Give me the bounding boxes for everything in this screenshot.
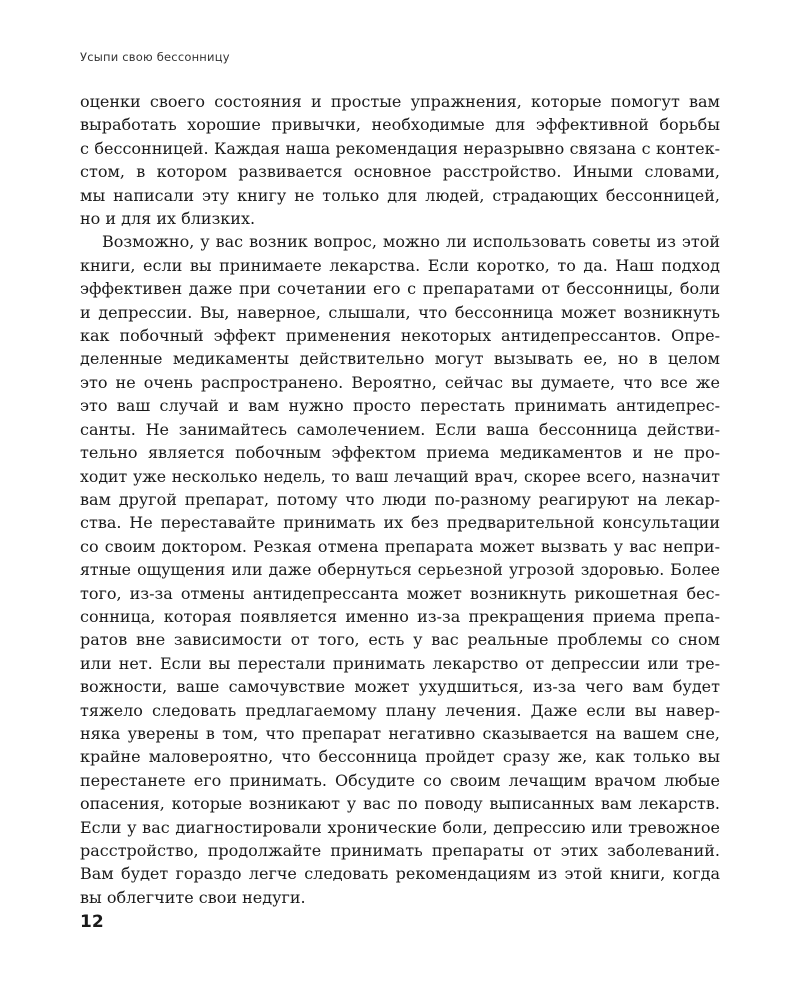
text-line: санты. Не занимайтесь самолечением. Если ваша бессонница действи- (80, 419, 720, 439)
text-line: вы облегчите свои недуги. (80, 887, 306, 907)
text-line: или нет. Если вы перестали принимать лекарство от депрессии или тре- (80, 653, 720, 673)
text-line: тяжело следовать предлагаемому плану лечения. Даже если вы навер- (80, 700, 720, 720)
running-head: Усыпи свою бессонницу (80, 50, 230, 64)
text-line: оценки своего состояния и простые упражнения, которые помогут вам (80, 92, 720, 111)
text-line: того, из-за отмены антидепрессанта может возникнуть рикошетная бес- (80, 583, 720, 603)
body-text (80, 90, 720, 909)
text-line: перестанете его принимать. Обсудите со своим лечащим врачом любые (80, 770, 720, 790)
page-number: 12 (80, 912, 104, 932)
text-line: Вам будет гораздо легче следовать рекомендациям из этой книги, когда (80, 864, 720, 884)
paragraph (80, 90, 720, 230)
text-line: опасения, которые возникают у вас по поводу выписанных вам лекарств. (80, 794, 720, 814)
text-line: но и для их близких. (80, 209, 256, 229)
text-line: ратов вне зависимости от того, есть у вас реальные проблемы со сном (80, 630, 720, 650)
text-line: эффективен даже при сочетании его с препаратами от бессонницы, боли (80, 279, 720, 299)
text-line: вожности, ваше самочувствие может ухудшиться, из-за чего вам будет (80, 677, 720, 697)
text-line: тельно является побочным эффектом приема медикаментов и не про- (80, 443, 720, 463)
text-line: ятные ощущения или даже обернуться серьезной угрозой здоровью. Более (80, 560, 720, 580)
text-line: деленные медикаменты действительно могут вызывать ее, но в целом (80, 349, 720, 369)
text-line: это ваш случай и вам нужно просто перестать принимать антидепрес- (80, 396, 720, 416)
text-line: мы написали эту книгу не только для людей, страдающих бессонницей, (80, 185, 720, 205)
text-line: ства. Не переставайте принимать их без предварительной консультации (80, 513, 720, 533)
text-line: выработать хорошие привычки, необходимые для эффективной борьбы (80, 115, 720, 135)
text-line: расстройство, продолжайте принимать препараты от этих заболеваний. (80, 841, 720, 860)
text-line: няка уверены в том, что препарат негативно сказывается на вашем сне, (80, 723, 720, 743)
text-line: ходит уже несколько недель, то ваш лечащий врач, скорее всего, назначит (80, 466, 720, 486)
text-line: крайне маловероятно, что бессонница пройдет сразу же, как только вы (80, 747, 720, 767)
text-line: сонница, которая появляется именно из-за прекращения приема препа- (80, 606, 720, 626)
text-line: и депрессии. Вы, наверное, слышали, что бессонница может возникнуть (80, 302, 720, 322)
text-line: стом, в котором развивается основное расстройство. Иными словами, (80, 162, 720, 182)
text-line: с бессонницей. Каждая наша рекомендация неразрывно связана с контек- (80, 138, 720, 158)
text-line: вам другой препарат, потому что люди по-разному реагируют на лекар- (80, 489, 720, 509)
text-line: как побочный эффект применения некоторых антидепрессантов. Опре- (80, 326, 720, 346)
text-line: это не очень распространено. Вероятно, сейчас вы думаете, что все же (80, 372, 720, 392)
text-line: со своим доктором. Резкая отмена препарата может вызвать у вас непри- (80, 536, 720, 556)
text-line: Возможно, у вас возник вопрос, можно ли использовать советы из этой (102, 232, 720, 252)
text-line: книги, если вы принимаете лекарства. Если коротко, то да. Наш подход (80, 255, 720, 275)
paragraph (80, 230, 720, 909)
text-line: Если у вас диагностировали хронические боли, депрессию или тревожное (80, 817, 720, 837)
